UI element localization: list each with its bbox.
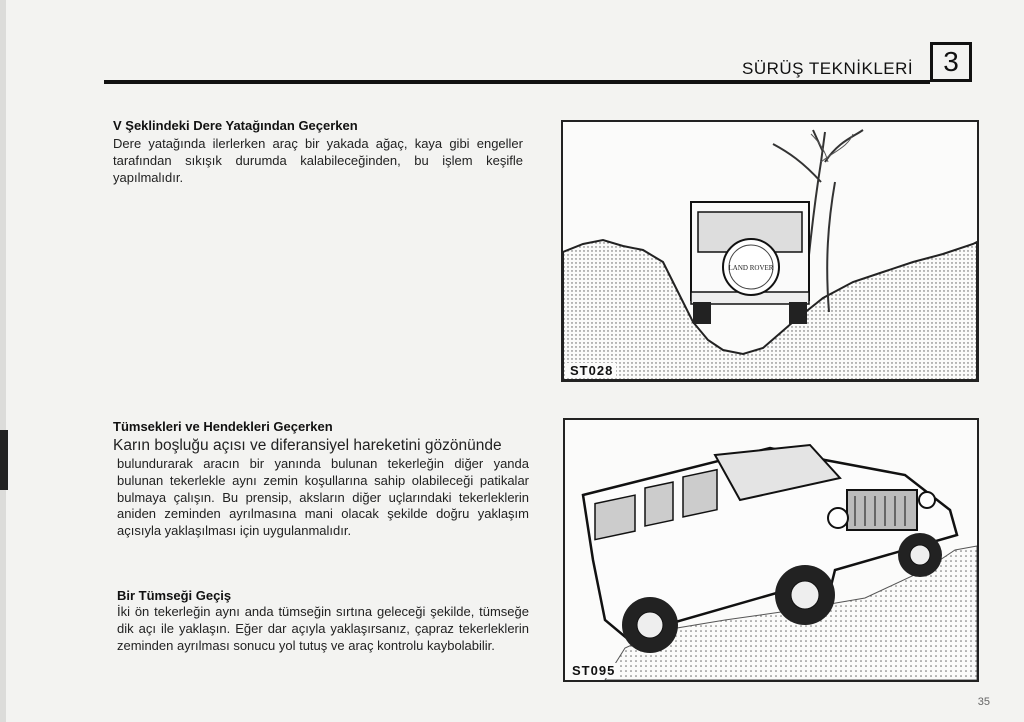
section-text-bumps-ditches: bulundurarak aracın bir yanında bulunan tekerleğin diğer yanda bulunan tekerlekle aynı zemin koşullarına sahip olabileceği patikalar bulmaya çalışın. Bu prensip, aksların diğer uçlarındaki tekerleklerin aniden zeminden ayrılmasına mani olacak şekilde doğru yaklaşım açısıyla yaklaşılması için uygulanmalıdır. — [117, 456, 529, 539]
figure-label-st095: ST095 — [569, 663, 618, 678]
section-heading-crossing-bump: Bir Tümseği Geçiş — [117, 588, 232, 603]
chapter-number-box: 3 — [930, 42, 972, 82]
chapter-title: SÜRÜŞ TEKNİKLERİ — [742, 59, 914, 78]
section-text-v-stream-bed: Dere yatağında ilerlerken araç bir yakada ağaç, kaya gibi engeller tarafından sıkışık durumda kalabileceğinden, bu işlem keşifle yapılmalıdır. — [113, 136, 523, 185]
section-heading-bumps-ditches: Tümsekleri ve Hendekleri Geçerken — [113, 419, 333, 434]
section-heading-v-stream-bed: V Şeklindeki Dere Yatağından Geçerken — [113, 118, 358, 133]
vehicle-on-bump-illustration — [565, 420, 977, 680]
section-text-bumps-ditches-line1: Karın boşluğu açısı ve diferansiyel hareketini gözönünde — [113, 437, 502, 454]
spare-wheel-logo-text: LAND ROVER — [728, 264, 774, 272]
section-text-crossing-bump: İki ön tekerleğin aynı anda tümseğin sırtına geleceği şekilde, tümseğe dik açı ile yaklaşın. Eğer dar açıyla yaklaşırsanız, çapraz tekerleklerin zeminden ayrılması sonucu yol tutuş ve araç kontrolu kaybolabilir. — [117, 604, 529, 653]
header-rule — [104, 80, 930, 84]
page-spine-shadow — [0, 0, 6, 722]
figure-st028 — [561, 120, 979, 382]
binding-mark — [0, 430, 8, 490]
figure-label-st028: ST028 — [567, 363, 616, 378]
page-number: 35 — [977, 696, 990, 708]
vehicle-rear-view — [691, 202, 809, 324]
figure-st095 — [563, 418, 979, 682]
v-ditch-illustration — [563, 122, 977, 380]
